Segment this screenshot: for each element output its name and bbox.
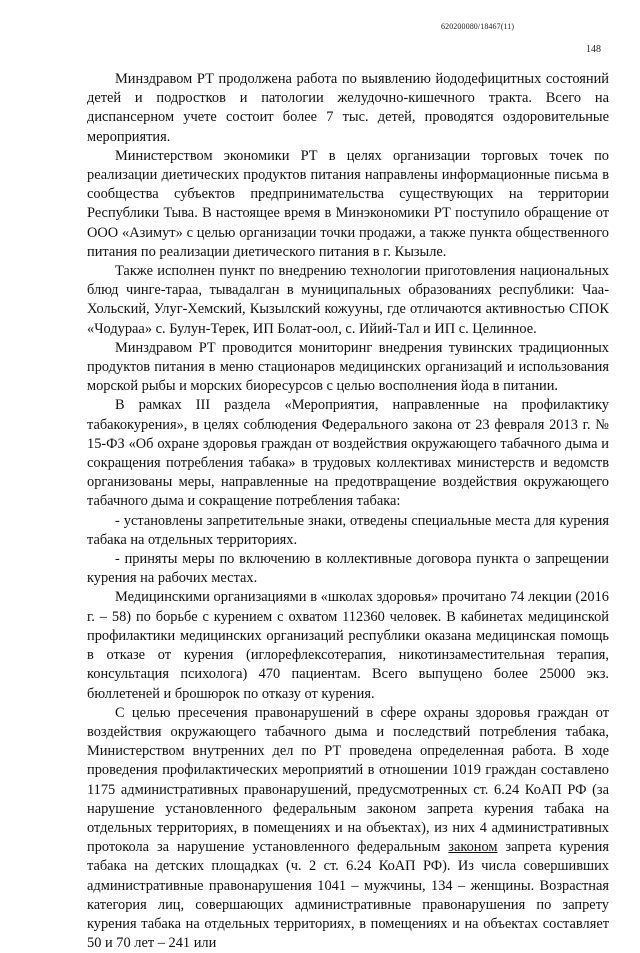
paragraph-national-dishes: Также исполнен пункт по внедрению технологии приготовления национальных блюд чинге-тараа, тывадалган в муниципальных образованиях республики: Чаа-Хольский, Улуг-Хемский, Кызылский кожууны, где отличаются активностью СПОК «Чодураа» с. Булун-Терек, ИП Болат-оол, с. Ийий-Тал и ИП с. Целинное. [87, 263, 609, 337]
paragraph-hospital-menu: Минздравом РТ проводится мониторинг внедрения тувинских традиционных продуктов питания в меню стационаров медицинских организаций и использования морской рыбы и морских биоресурсов с целью восполнения йода в питании. [87, 339, 609, 395]
paragraph-dietary-products: Министерством экономики РТ в целях организации торговых точек по реализации диетических продуктов питания направлены информационные письма в сообщества субъектов предпринимательства существующих на территории Республики Тыва. В настоящее время в Минэкономики РТ поступило обращение от ООО «Азимут» с целью организации точки продажи, а также пункта общественного питания по реализации диетического питания в г. Кызыле. [87, 147, 609, 260]
paragraph-iodine-deficiency: Минздравом РТ продолжена работа по выявлению йододефицитных состояний детей и подростков и патологии желудочно-кишечного тракта. Всего на диспансерном учете состоит более 7 тыс. детей, проводятся оздоровительные мероприятия. [87, 71, 609, 145]
list-item-prohibition-signs: - установлены запретительные знаки, отведены специальные места для курения табака на отдельных территориях. [87, 512, 609, 548]
document-code: 620200080/18467(11) [441, 22, 515, 31]
offenses-text-part-1: С целью пресечения правонарушений в сфере охраны здоровья граждан от воздействия окружающего табачного дыма и последствий потребления табака, Министерством внутренних дел по РТ проведена определенная работа. В ходе проведения профилактических мероприятий в отношении 1019 граждан составлено 1175 административных правонарушений, предусмотренных ст. 6.24 КоАП РФ (за нарушение установленного федеральным законом запрета курения табака на отдельных территориях, в помещениях и на объектах), из них 4 административных протокола за нарушение установленного федеральным [87, 704, 609, 856]
body-text [87, 70, 609, 953]
page-number: 148 [586, 44, 601, 55]
underlined-word-law: законом [448, 839, 498, 856]
list-item-collective-agreements: - приняты меры по включению в коллективные договора пункта о запрещении курения на рабочих местах. [87, 551, 609, 587]
paragraph-health-schools: Медицинскими организациями в «школах здоровья» прочитано 74 лекции (2016 г. – 58) по борьбе с курением с охватом 112360 человек. В кабинетах медицинской профилактики медицинских организаций республики оказана медицинская помощь в отказе от курения (иглорефлексотерапия, никотинзаместительная терапия, консультация психолога) 470 пациентам. Всего выпущено более 25000 экз. бюллетеней и брошюрок по отказу от курения. [87, 589, 609, 702]
offenses-text-part-2: запрета курения табака на детских площадках (ч. 2 ст. 6.24 КоАП РФ). Из числа совершивших административные правонарушения 1041 – мужчины, 134 – женщины. Возрастная категория лиц, совершающих административные правонарушения по запрету курения табака на отдельных территориях, в помещениях и на объектах составляет 50 и 70 лет – 241 или [87, 839, 609, 952]
paragraph-offenses [87, 704, 609, 953]
paragraph-tobacco-prevention: В рамках III раздела «Мероприятия, направленные на профилактику табакокурения», в целях соблюдения Федерального закона от 23 февраля 2013 г. № 15-ФЗ «Об охране здоровья граждан от воздействия окружающего табачного дыма и сокращения потребления табака» в трудовых коллективах министерств и ведомств организованы меры, направленные на предотвращение воздействия окружающего табачного дыма и сокращение потребления табака: [87, 397, 609, 510]
